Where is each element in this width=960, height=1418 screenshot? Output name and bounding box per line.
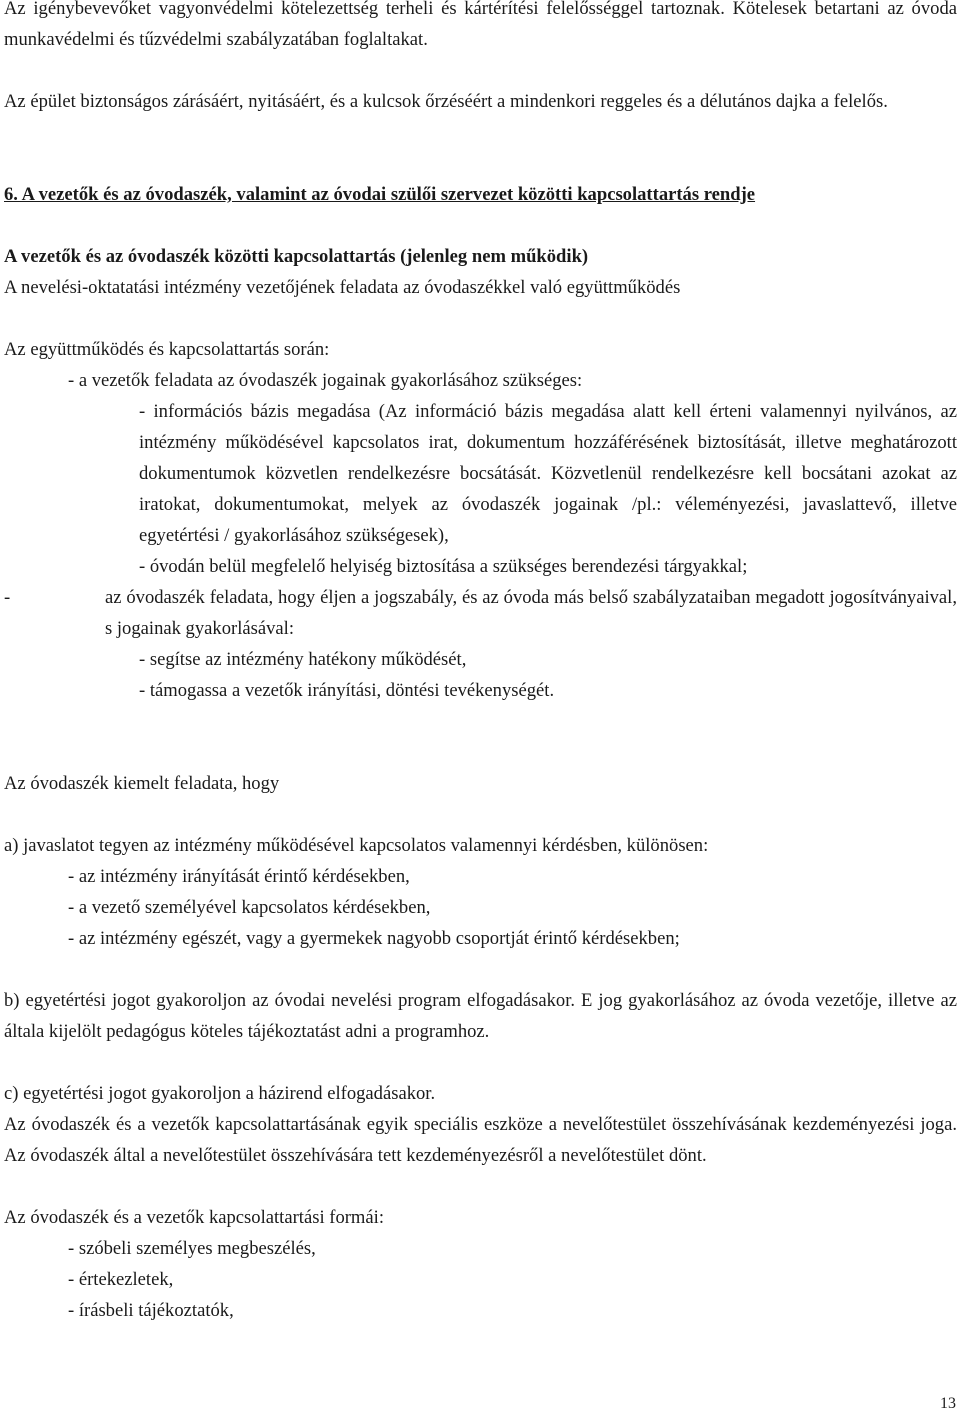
spacer (4, 55, 957, 86)
item-a-sub: - az intézmény egészét, vagy a gyermekek nagyobb csoportját érintő kérdésekben; (68, 928, 680, 949)
spacer (4, 1171, 957, 1202)
list-dash: - (4, 587, 11, 608)
spacer (4, 954, 957, 985)
spacer (4, 1047, 957, 1078)
spacer (4, 117, 957, 179)
paragraph-convene: Az óvodaszék és a vezetők kapcsolattartásának egyik speciális eszköze a nevelőtestület összehívásának kezdeményezési joga. Az óvodaszék által a nevelőtestület összehívására tett kezdeményezésről a nevelőtestület dönt. (4, 1114, 957, 1166)
list-item-room: - óvodán belül megfelelő helyiség biztosítása a szükséges berendezési tárgyakkal; (139, 556, 748, 577)
spacer (4, 799, 957, 830)
list-item-board-duty (4, 582, 957, 644)
cooperation-line: A nevelési-oktatatási intézmény vezetőjének feladata az óvodaszékkel való együttműködés (4, 277, 681, 298)
list-item-support: - támogassa a vezetők irányítási, döntési tevékenységét. (139, 680, 555, 701)
list-item-help: - segítse az intézmény hatékony működését, (139, 649, 467, 670)
item-a-sub: - az intézmény irányítását érintő kérdésekben, (68, 866, 410, 887)
item-a: a) javaslatot tegyen az intézmény működésével kapcsolatos valamennyi kérdésben, különösen: (4, 835, 709, 856)
section-heading: 6. A vezetők és az óvodaszék, valamint az óvodai szülői szervezet közötti kapcsolattartás rendje (4, 184, 756, 205)
highlight-intro: Az óvodaszék kiemelt feladata, hogy (4, 773, 280, 794)
form-item: - írásbeli tájékoztatók, (68, 1300, 234, 1321)
list-item-text: az óvodaszék feladata, hogy éljen a jogszabály, és az óvoda más belső szabályzataiban megadott jogosítványaival, s jogainak gyakorlásával: (105, 587, 957, 639)
document-page (4, 0, 957, 1326)
item-c: c) egyetértési jogot gyakoroljon a házirend elfogadásakor. (4, 1083, 436, 1104)
subheading: A vezetők és az óvodaszék közötti kapcsolattartás (jelenleg nem működik) (4, 246, 589, 267)
paragraph-liability: Az igénybevevőket vagyonvédelmi kötelezettség terheli és kártérítési felelősséggel tartoznak. Kötelesek betartani az óvoda munkavédelmi és tűzvédelmi szabályzatában foglaltakat. (4, 0, 957, 50)
spacer (4, 303, 957, 334)
spacer (4, 706, 957, 768)
list-item-leaders-duty: - a vezetők feladata az óvodaszék jogainak gyakorlásához szükséges: (68, 370, 583, 391)
item-b: b) egyetértési jogot gyakoroljon az óvodai nevelési program elfogadásakor. E jog gyakorlásához az óvoda vezetője, illetve az általa kijelölt pedagógus köteles tájékoztatást adni a programhoz. (4, 990, 957, 1042)
page-number: 13 (940, 1395, 956, 1412)
form-item: - szóbeli személyes megbeszélés, (68, 1238, 316, 1259)
item-a-sub: - a vezető személyével kapcsolatos kérdésekben, (68, 897, 431, 918)
paragraph-building-security: Az épület biztonságos zárásáért, nyitásáért, és a kulcsok őrzéséért a mindenkori reggeles és a délutános dajka a felelős. (4, 91, 888, 112)
cooperation-intro: Az együttműködés és kapcsolattartás során: (4, 339, 330, 360)
spacer (4, 210, 957, 241)
forms-intro: Az óvodaszék és a vezetők kapcsolattartási formái: (4, 1207, 384, 1228)
form-item: - értekezletek, (68, 1269, 174, 1290)
list-item-information-base: - információs bázis megadása (Az információ bázis megadása alatt kell érteni valamennyi nyilvános, az intézmény működésével kapcsolatos irat, dokumentum hozzáférésének biztosítását, illetve meghatározott dokumentumok közvetlen rendelkezésre bocsátását. Közvetlenül rendelkezésre kell bocsátani azokat az iratokat, dokumentumokat, melyek az óvodaszék jogainak /pl.: véleményezési, javaslattevő, illetve egyetértési / gyakorlásához szükségesek), (139, 401, 957, 546)
